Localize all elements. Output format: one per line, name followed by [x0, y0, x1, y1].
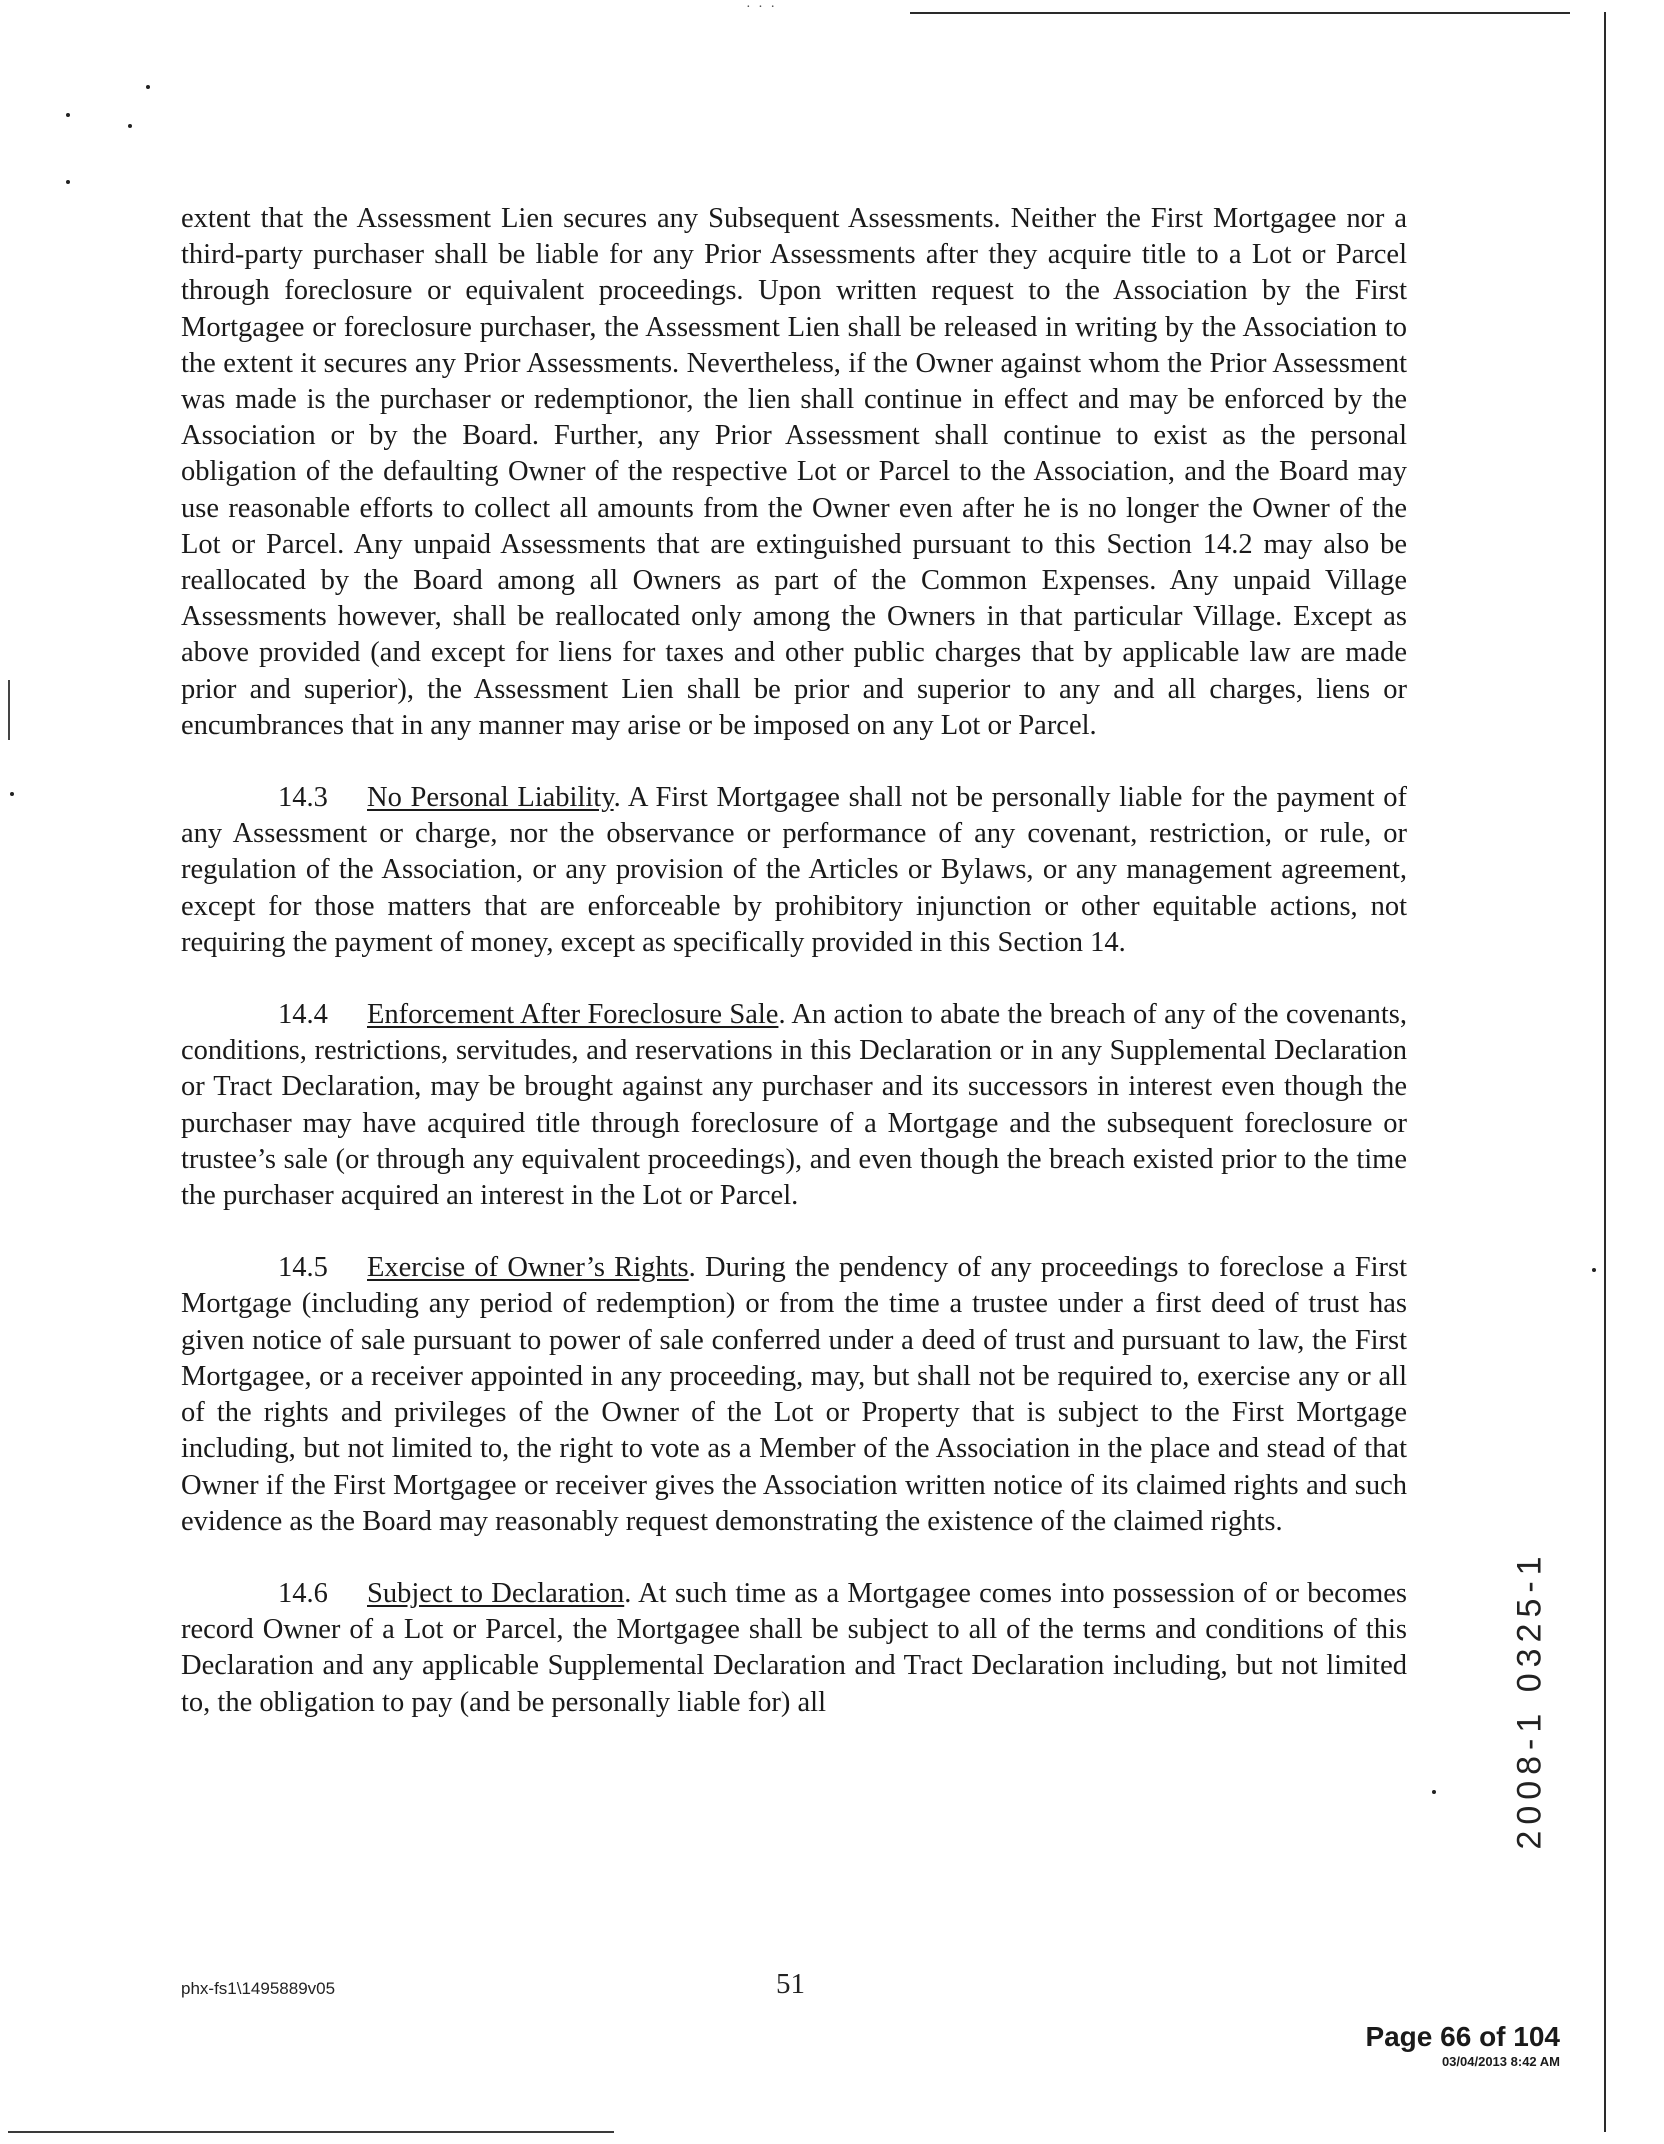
section-number: 14.5	[278, 1252, 328, 1284]
scan-speck	[66, 113, 70, 117]
section-number: 14.3	[278, 782, 328, 814]
section-text: . A First Mortgagee shall not be personally liable for the payment of any Assessment or charge, nor the observance or performance of any covenant, restriction, or rule, or regulation of the Association, or any provision of the Articles or Bylaws, or any management agreement, except for those matters that are enforceable by prohibitory injunction or other equitable actions, not requiring the payment of money, except as specifically provided in this Section 14.	[181, 782, 1408, 958]
scan-border-top	[910, 12, 1570, 14]
section-text: . During the pendency of any proceedings to foreclose a First Mortgage (including any period of redemption) or from the time a trustee under a first deed of trust has given notice of sale pursuant to power of sale conferred under a deed of trust and pursuant to law, the First Mortgagee, or a receiver appointed in any proceeding, may, but shall not be required to, exercise any or all of the rights and privileges of the Owner of the Lot or Property that is subject to the First Mortgage including, but not limited to, the right to vote as a Member of the Association in the place and stead of that Owner if the First Mortgagee or receiver gives the Association written notice of its claimed rights and such evidence as the Board may reasonably request demonstrating the existence of the claimed rights.	[181, 1252, 1408, 1537]
section-number: 14.4	[278, 999, 328, 1031]
section-14-5	[181, 1250, 1407, 1540]
section-heading: Subject to Declaration	[367, 1577, 625, 1609]
page-counter-datetime: 03/04/2013 8:42 AM	[1441, 2054, 1560, 2069]
section-text: . An action to abate the breach of any of the covenants, conditions, restrictions, servitudes, and reservations in this Declaration or in any Supplemental Declaration or Tract Declaration, may be brought against any purchaser and its successors in interest even though the purchaser may have acquired title through foreclosure of a Mortgage and the subsequent foreclosure or trustee’s sale (or through any equivalent proceedings), and even though the breach existed prior to the time the purchaser acquired an interest in the Lot or Parcel.	[181, 999, 1407, 1212]
document-body	[181, 201, 1407, 1721]
scan-border-bottom	[8, 2131, 614, 2133]
scan-speck	[146, 85, 150, 89]
section-text: . At such time as a Mortgagee comes into possession of or becomes record Owner of a Lot or Parcel, the Mortgagee shall be subject to all of the terms and conditions of this Declaration and any applicable Supplemental Declaration and Tract Declaration including, but not limited to, the obligation to pay (and be personally liable for) all	[181, 1577, 1407, 1718]
section-heading: Exercise of Owner’s Rights	[367, 1252, 689, 1284]
section-14-4	[181, 997, 1407, 1214]
section-14-3	[181, 780, 1407, 961]
section-heading: Enforcement After Foreclosure Sale	[367, 999, 779, 1031]
scan-mark-top: · · ·	[746, 0, 777, 15]
page-number: 51	[776, 1968, 805, 2000]
scan-speck	[66, 180, 70, 184]
scan-speck	[1432, 1790, 1436, 1794]
section-14-6	[181, 1576, 1407, 1721]
recording-number: 2008-1 0325-1	[1510, 1550, 1549, 1850]
scan-border-right	[1604, 12, 1606, 2132]
scan-margin-mark	[8, 680, 10, 740]
page-counter-label: Page 66 of 104	[1365, 2021, 1560, 2052]
recording-number-stamp	[1500, 1530, 1560, 1870]
scan-speck	[10, 792, 14, 796]
paragraph-continuation: extent that the Assessment Lien secures any Subsequent Assessments. Neither the First Mortgagee nor a third-party purchaser shall be liable for any Prior Assessments after they acquire title to a Lot or Parcel through foreclosure or equivalent proceedings. Upon written request to the Association by the First Mortgagee or foreclosure purchaser, the Assessment Lien shall be released in writing by the Association to the extent it secures any Prior Assessments. Nevertheless, if the Owner against whom the Prior Assessment was made is the purchaser or redemptionor, the lien shall continue in effect and may be enforced by the Association or by the Board. Further, any Prior Assessment shall continue to exist as the personal obligation of the defaulting Owner of the respective Lot or Parcel to the Association, and the Board may use reasonable efforts to collect all amounts from the Owner even after he is no longer the Owner of the Lot or Parcel. Any unpaid Assessments that are extinguished pursuant to this Section 14.2 may also be reallocated by the Board among all Owners as part of the Common Expenses. Any unpaid Village Assessments however, shall be reallocated only among the Owners in that particular Village. Except as above provided (and except for liens for taxes and other public charges that by applicable law are made prior and superior), the Assessment Lien shall be prior and superior to any and all charges, liens or encumbrances that in any manner may arise or be imposed on any Lot or Parcel.	[181, 203, 1407, 741]
page-counter-stamp	[1365, 2022, 1560, 2070]
scan-speck	[128, 124, 132, 128]
scan-speck	[1592, 1268, 1596, 1272]
document-id: phx-fs1\1495889v05	[181, 1979, 336, 1998]
section-heading: No Personal Liability	[367, 782, 614, 814]
section-number: 14.6	[278, 1577, 328, 1609]
